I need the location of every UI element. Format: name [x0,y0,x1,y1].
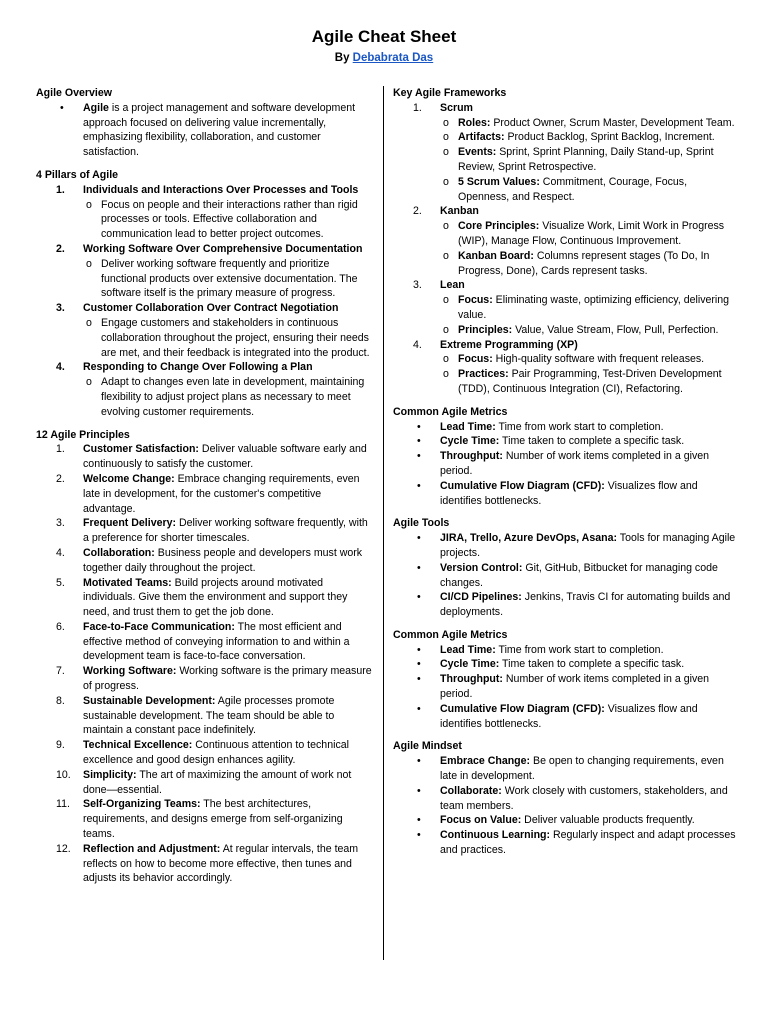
framework-detail [440,130,738,145]
principle-text: The most efficient and effective method of conveying information to and within a development team is face-to-face conversation. [83,620,350,663]
mindset-item-text: Be open to changing requirements, even late in development. [440,755,724,783]
tool-item-text: Jenkins, Travis CI for automating builds and deployments. [440,591,731,619]
principle-text: The art of maximizing the amount of work not done—essential. [83,768,352,796]
metric-item-lead: Cumulative Flow Diagram (CFD): [440,702,605,715]
principle-lead: Collaboration: [83,546,155,559]
principle-text: Working software is the primary measure of progress. [83,665,372,693]
framework-item [393,204,738,219]
principle-item [36,576,376,620]
metric-item-text: Time from work start to completion. [495,643,664,656]
framework-detail-text: Product Owner, Scrum Master, Development Team. [490,116,735,129]
pillar-title: Individuals and Interactions Over Processes and Tools [83,183,359,196]
mindset-item-text: Deliver valuable products frequently. [521,814,695,827]
pillar-title: Working Software Over Comprehensive Documentation [83,242,363,255]
tool-item-lead: JIRA, Trello, Azure DevOps, Asana: [440,532,618,545]
metric-item-lead: Cycle Time: [440,658,500,671]
metrics-list-2 [393,643,738,732]
pillar-detail-text: Engage customers and stakeholders in continuous collaboration throughout the project, ensuring their needs are met, and their feedback is integrated into the product. [101,316,370,359]
item-number: 9. [56,739,65,752]
overview-text: is a project management and software development approach focused on delivering value incrementally, emphasizing flexibility, collaboration, and customer satisfaction. [83,101,356,159]
mindset-item-lead: Collaborate: [440,784,502,797]
mindset-item-lead: Embrace Change: [440,755,531,768]
framework-detail [440,219,738,249]
pillar-title: Customer Collaboration Over Contract Negotiation [83,302,339,315]
principle-lead: Reflection and Adjustment: [83,842,221,855]
principle-lead: Working Software: [83,665,177,678]
metric-item-lead: Lead Time: [440,643,496,656]
framework-detail-lead: Events: [458,146,497,159]
left-column [36,86,376,886]
section-title-mindset: Agile Mindset [393,740,462,753]
item-number: 3. [56,302,65,315]
item-number: 1. [413,101,422,114]
pillar-detail-wrap [36,198,376,242]
item-number: 4. [56,546,65,559]
item-number: 12. [56,842,71,855]
framework-detail-lead: Focus: [458,294,493,307]
item-number: 5. [56,576,65,589]
framework-detail-lead: Kanban Board: [458,249,534,262]
item-number: 6. [56,620,65,633]
item-number: 2. [413,205,422,218]
principle-item [36,768,376,798]
principle-lead: Self-Organizing Teams: [83,798,201,811]
pillar-item [36,301,376,316]
pillar-item [36,360,376,375]
hollow-bullet-icon: o [443,294,449,307]
mindset-item [393,754,738,784]
hollow-bullet-icon: o [86,376,92,389]
hollow-bullet-icon: o [443,368,449,381]
framework-detail [440,145,738,175]
principle-text: Continuous attention to technical excellence and good design enhances agility. [83,739,349,767]
hollow-bullet-icon: o [443,249,449,262]
tools-list [393,531,738,620]
framework-detail [440,175,738,205]
hollow-bullet-icon: o [443,116,449,129]
tool-item-lead: Version Control: [440,561,523,574]
list-item [36,101,376,160]
principle-text: Business people and developers must work together daily throughout the project. [83,546,363,574]
tool-item-text: Tools for managing Agile projects. [440,532,736,559]
principle-lead: Sustainable Development: [83,694,216,707]
principle-item [36,472,376,516]
tool-item-text: Git, GitHub, Bitbucket for managing code changes. [440,561,718,589]
pillars-list [36,183,376,420]
framework-detail-text: Commitment, Courage, Focus, Openness, and Respect. [458,175,688,203]
item-number: 8. [56,694,65,707]
principle-text: Deliver working software frequently, with a preference for shorter timescales. [83,517,368,545]
framework-detail [440,293,738,323]
section-title-principles: 12 Agile Principles [36,428,130,441]
item-number: 3. [56,517,65,530]
framework-detail-text: Eliminating waste, optimizing efficiency, delivering value. [458,294,730,321]
framework-details [393,116,738,205]
pillar-detail [83,257,376,301]
principle-lead: Face-to-Face Communication: [83,620,235,633]
framework-detail-lead: Focus: [458,353,493,366]
mindset-item-lead: Continuous Learning: [440,829,551,842]
framework-name: Kanban [440,205,479,218]
metric-item [393,702,738,732]
mindset-list [393,754,738,858]
section-title-metrics: Common Agile Metrics [393,405,508,418]
item-number: 10. [56,768,71,781]
item-number: 2. [56,472,65,485]
principle-lead: Motivated Teams: [83,576,172,589]
pillar-detail-wrap [36,375,376,419]
metric-item-lead: Lead Time: [440,420,496,433]
metric-item [393,479,738,509]
metric-item-text: Time from work start to completion. [495,420,664,433]
framework-name: Lean [440,279,465,292]
metrics-list [393,420,738,509]
principles-list [36,442,376,886]
pillar-item [36,183,376,198]
section-title-metrics-2: Common Agile Metrics [393,628,508,641]
section-title-frameworks: Key Agile Frameworks [393,87,507,99]
metric-item-text: Visualizes flow and identifies bottlenecks. [440,479,698,507]
framework-details [393,352,738,396]
column-divider [383,86,384,960]
tool-item [393,590,738,620]
pillar-item [36,242,376,257]
principle-item [36,664,376,694]
hollow-bullet-icon: o [443,220,449,233]
metric-item [393,434,738,449]
framework-name: Extreme Programming (XP) [440,338,578,351]
page-title: Agile Cheat Sheet [311,27,457,46]
framework-detail-text: Sprint, Sprint Planning, Daily Stand-up, Sprint Review, Sprint Retrospective. [458,146,714,173]
principle-item [36,797,376,841]
mindset-item [393,813,738,828]
hollow-bullet-icon: o [86,316,92,329]
hollow-bullet-icon: o [443,175,449,188]
framework-detail [440,367,738,397]
principle-lead: Frequent Delivery: [83,517,177,530]
hollow-bullet-icon: o [443,353,449,366]
item-number: 11. [56,798,70,811]
pillar-detail-text: Deliver working software frequently and prioritize functional products over extensive documentation. The software itself is the primary measure of progress. [101,257,358,300]
principle-item [36,442,376,472]
section-title-tools: Agile Tools [393,517,450,530]
principle-item [36,620,376,664]
mindset-item-lead: Focus on Value: [440,814,522,827]
pillar-detail [83,316,376,360]
byline-prefix: By [334,52,350,64]
item-number: 4. [56,361,65,374]
byline [0,50,768,66]
metric-item-lead: Throughput: [440,673,503,686]
mindset-item-text: Work closely with customers, stakeholders, and team members. [440,784,728,812]
metric-item [393,420,738,435]
framework-item [393,278,738,293]
metric-item [393,643,738,658]
metric-item-text: Number of work items completed in a given period. [440,673,710,701]
section-title-pillars: 4 Pillars of Agile [36,168,119,181]
framework-detail [440,352,738,367]
tool-item [393,561,738,591]
mindset-item [393,784,738,814]
framework-details [393,219,738,278]
item-number: 7. [56,665,65,678]
framework-detail-lead: Roles: [458,116,491,129]
framework-detail-text: Columns represent stages (To Do, In Progress, Done), Cards represent tasks. [458,249,710,277]
metric-item-lead: Cycle Time: [440,435,500,448]
principle-item [36,516,376,546]
hollow-bullet-icon: o [443,146,449,159]
principle-lead: Customer Satisfaction: [83,443,199,456]
metric-item-text: Time taken to complete a specific task. [499,435,685,448]
metric-item [393,449,738,479]
pillar-detail-wrap [36,316,376,360]
metric-item-text: Time taken to complete a specific task. [499,658,685,671]
section-title-overview: Agile Overview [36,87,112,99]
mindset-item-text: Regularly inspect and adapt processes and practices. [440,829,736,857]
principle-item [36,738,376,768]
tool-item [393,531,738,561]
pillar-detail [83,375,376,419]
metric-item [393,657,738,672]
framework-detail-lead: Core Principles: [458,220,540,233]
principle-text: Agile processes promote sustainable development. The team should be able to maintain a constant pace indefinitely. [83,694,335,737]
right-column [393,86,738,858]
metric-item-lead: Throughput: [440,450,503,463]
author-link[interactable]: Debabrata Das [352,52,434,64]
framework-details [393,293,738,337]
mindset-item [393,828,738,858]
framework-detail-lead: Practices: [458,368,509,381]
metric-item-lead: Cumulative Flow Diagram (CFD): [440,479,605,492]
hollow-bullet-icon: o [443,131,449,144]
pillar-detail-wrap [36,257,376,301]
framework-detail-text: Pair Programming, Test-Driven Development (TDD), Continuous Integration (CI), Refactoring. [458,368,722,395]
item-number: 2. [56,242,65,255]
hollow-bullet-icon: o [86,257,92,270]
principle-text: At regular intervals, the team reflects on how to become more effective, then tunes and adjusts its behavior accordingly. [83,842,359,885]
principle-item [36,546,376,576]
framework-detail-lead: Artifacts: [458,131,505,144]
principle-item [36,842,376,886]
pillar-detail-text: Focus on people and their interactions rather than rigid processes or tools. Effective collaboration and communication lead to better project outcomes. [101,198,358,241]
principle-lead: Welcome Change: [83,472,175,485]
principle-text: The best architectures, requirements, and designs emerge from self-organizing teams. [83,798,343,841]
metric-item-text: Number of work items completed in a given period. [440,450,710,477]
item-number: 1. [56,443,65,456]
principle-item [36,694,376,738]
metric-item-text: Visualizes flow and identifies bottlenecks. [440,702,698,730]
principle-lead: Technical Excellence: [83,739,193,752]
framework-detail-text: High-quality software with frequent releases. [492,353,705,366]
frameworks-list [393,101,738,397]
framework-detail-lead: 5 Scrum Values: [458,175,540,188]
item-number: 1. [56,183,65,196]
pillar-title: Responding to Change Over Following a Plan [83,361,313,374]
principle-lead: Simplicity: [83,768,137,781]
framework-detail [440,323,738,338]
hollow-bullet-icon: o [86,198,92,211]
framework-detail [440,116,738,131]
principle-text: Embrace changing requirements, even late in development, for the customer's competitive advantage. [83,472,360,515]
pillar-detail-text: Adapt to changes even late in development, maintaining flexibility to adjust project plans as necessary to meet evolving customer requirements. [101,376,365,418]
metric-item [393,672,738,702]
framework-detail-text: Product Backlog, Sprint Backlog, Increment. [504,131,715,144]
overview-lead: Agile [83,101,109,114]
framework-name: Scrum [440,101,473,114]
item-number: 4. [413,338,422,351]
tool-item-lead: CI/CD Pipelines: [440,591,522,604]
principle-text: Build projects around motivated individuals. Give them the environment and support they need, and trust them to get the job done. [83,576,348,619]
framework-item [393,101,738,116]
framework-detail-text: Visualize Work, Limit Work in Progress (WIP), Manage Flow, Continuous Improvement. [458,220,725,247]
principle-text: Deliver valuable software early and continuously to satisfy the customer. [83,443,367,471]
item-number: 3. [413,279,422,292]
framework-detail-lead: Principles: [458,323,513,336]
hollow-bullet-icon: o [443,323,449,336]
framework-item [393,338,738,353]
framework-detail [440,249,738,279]
framework-detail-text: Value, Value Stream, Flow, Pull, Perfection. [512,323,719,336]
pillar-detail [83,198,376,242]
